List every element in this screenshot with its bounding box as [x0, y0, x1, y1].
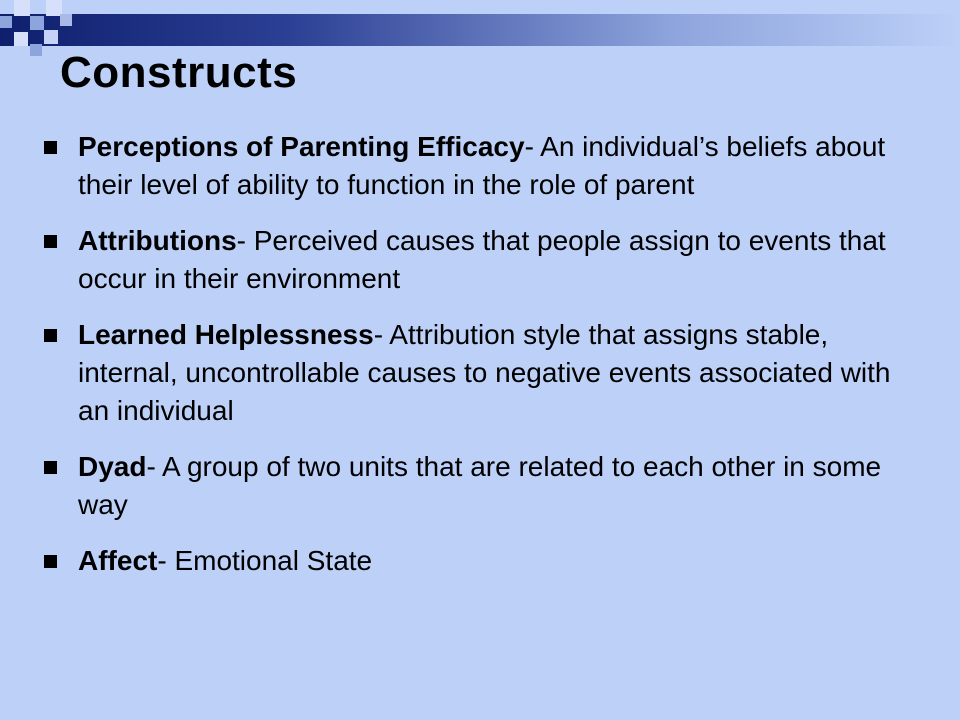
definition-text: - A group of two units that are related to each other in some way — [78, 451, 882, 520]
definition-text: - An individual’s beliefs about their level of ability to function in the role of parent — [78, 131, 886, 200]
list-item — [44, 542, 914, 580]
corner-square — [14, 32, 28, 46]
bullet-list — [44, 128, 914, 598]
list-item — [44, 128, 914, 204]
list-item — [44, 448, 914, 524]
definition-text: - Attribution style that assigns stable, internal, uncontrollable causes to negative events associated with an individual — [78, 319, 891, 426]
corner-square — [14, 0, 30, 16]
definition-text: - Emotional State — [157, 545, 373, 576]
square-bullet-icon — [44, 461, 57, 474]
term-label: Learned Helplessness — [78, 319, 374, 350]
term-label: Perceptions of Parenting Efficacy — [78, 131, 525, 162]
header-gradient-band — [0, 14, 960, 46]
definition-text: - Perceived causes that people assign to events that occur in their environment — [78, 225, 886, 294]
term-label: Dyad — [78, 451, 147, 482]
corner-square — [60, 14, 72, 26]
square-bullet-icon — [44, 235, 57, 248]
square-bullet-icon — [44, 329, 57, 342]
square-bullet-icon — [44, 141, 57, 154]
corner-square — [30, 16, 44, 30]
corner-square — [0, 16, 12, 28]
term-label: Attributions — [78, 225, 237, 256]
term-label: Affect — [78, 545, 158, 576]
list-item — [44, 222, 914, 298]
corner-square — [30, 44, 42, 56]
corner-square — [44, 30, 58, 44]
list-item — [44, 316, 914, 430]
square-bullet-icon — [44, 555, 57, 568]
slide-title: Constructs — [60, 48, 298, 97]
